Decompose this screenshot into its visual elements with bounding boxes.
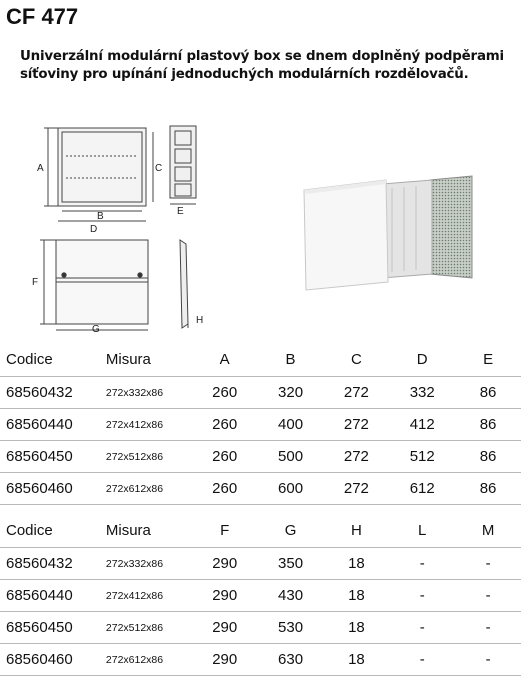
table-cell: 18 — [324, 548, 390, 580]
table-cell: 68560440 — [0, 580, 106, 612]
table-cell: - — [389, 548, 455, 580]
table-cell: 68560450 — [0, 612, 106, 644]
column-header: D — [389, 343, 455, 377]
column-header: B — [258, 343, 324, 377]
column-header: H — [324, 514, 390, 548]
column-header: E — [455, 343, 521, 377]
dimension-table-1 — [0, 343, 521, 505]
table-row — [0, 409, 521, 441]
table-cell: 68560440 — [0, 409, 106, 441]
dim-label-c: C — [155, 163, 163, 174]
column-header: A — [192, 343, 258, 377]
table-cell: 530 — [258, 612, 324, 644]
product-title: CF 477 — [6, 4, 79, 29]
column-header: M — [455, 514, 521, 548]
table-cell: 260 — [192, 441, 258, 473]
table-cell: 260 — [192, 409, 258, 441]
table-cell: 68560460 — [0, 473, 106, 505]
table-cell: 290 — [192, 580, 258, 612]
table-cell: 400 — [258, 409, 324, 441]
table-row — [0, 377, 521, 409]
column-header: C — [323, 343, 389, 377]
table-cell: 350 — [258, 548, 324, 580]
table-cell: - — [455, 548, 521, 580]
table-cell: 272x512x86 — [106, 441, 192, 473]
table-cell: 272x412x86 — [106, 409, 192, 441]
table-cell: 500 — [258, 441, 324, 473]
table-row — [0, 580, 521, 612]
table-cell: 18 — [324, 580, 390, 612]
column-header: Misura — [106, 514, 192, 548]
dim-label-b: B — [97, 211, 104, 222]
table-cell: 332 — [389, 377, 455, 409]
table-cell: 290 — [192, 612, 258, 644]
product-photo — [300, 170, 475, 295]
table-cell: 512 — [389, 441, 455, 473]
table-cell: - — [389, 580, 455, 612]
table-cell: 260 — [192, 377, 258, 409]
table-cell: 600 — [258, 473, 324, 505]
table-cell: 272 — [323, 409, 389, 441]
table-cell: 272x412x86 — [106, 580, 192, 612]
table-cell: 86 — [455, 441, 521, 473]
table-header-row — [0, 514, 521, 548]
table-cell: 86 — [455, 377, 521, 409]
column-header: Codice — [0, 514, 106, 548]
table-cell: - — [389, 612, 455, 644]
dim-label-g: G — [92, 324, 100, 333]
table-cell: 430 — [258, 580, 324, 612]
table-cell: 272x512x86 — [106, 612, 192, 644]
table-cell: 68560432 — [0, 377, 106, 409]
dim-label-e: E — [177, 206, 184, 217]
table-cell: 412 — [389, 409, 455, 441]
dimension-table-2 — [0, 514, 521, 676]
table-cell: 290 — [192, 548, 258, 580]
table-cell: - — [455, 612, 521, 644]
dim-label-d: D — [90, 224, 98, 235]
table-cell: 612 — [389, 473, 455, 505]
table-cell: 320 — [258, 377, 324, 409]
table-cell: 260 — [192, 473, 258, 505]
table-cell: 18 — [324, 644, 390, 676]
dim-label-h: H — [196, 315, 204, 326]
product-description: Univerzální modulární plastový box se dnem doplněný podpěrami síťoviny pro upínání jednoduchých modulárních rozdělovačů. — [20, 49, 504, 82]
table-cell: 272 — [323, 473, 389, 505]
table-cell: 68560460 — [0, 644, 106, 676]
table-cell: 272x332x86 — [106, 377, 192, 409]
table-row — [0, 612, 521, 644]
table-cell: 272 — [323, 441, 389, 473]
table-cell: - — [455, 580, 521, 612]
column-header: G — [258, 514, 324, 548]
table-cell: 272x612x86 — [106, 644, 192, 676]
table-cell: - — [455, 644, 521, 676]
dim-label-a: A — [37, 163, 44, 174]
column-header: Codice — [0, 343, 106, 377]
table-row — [0, 441, 521, 473]
table-cell: 18 — [324, 612, 390, 644]
table-cell: 86 — [455, 473, 521, 505]
table-cell: - — [389, 644, 455, 676]
table-cell: 272x612x86 — [106, 473, 192, 505]
dim-label-f: F — [32, 277, 39, 288]
table-cell: 272 — [323, 377, 389, 409]
technical-drawing — [30, 118, 220, 333]
column-header: Misura — [106, 343, 192, 377]
table-row — [0, 548, 521, 580]
table-cell: 290 — [192, 644, 258, 676]
table-cell: 630 — [258, 644, 324, 676]
table-row — [0, 473, 521, 505]
table-cell: 86 — [455, 409, 521, 441]
table-header-row — [0, 343, 521, 377]
column-header: F — [192, 514, 258, 548]
table-cell: 68560432 — [0, 548, 106, 580]
column-header: L — [389, 514, 455, 548]
table-cell: 68560450 — [0, 441, 106, 473]
table-cell: 272x332x86 — [106, 548, 192, 580]
